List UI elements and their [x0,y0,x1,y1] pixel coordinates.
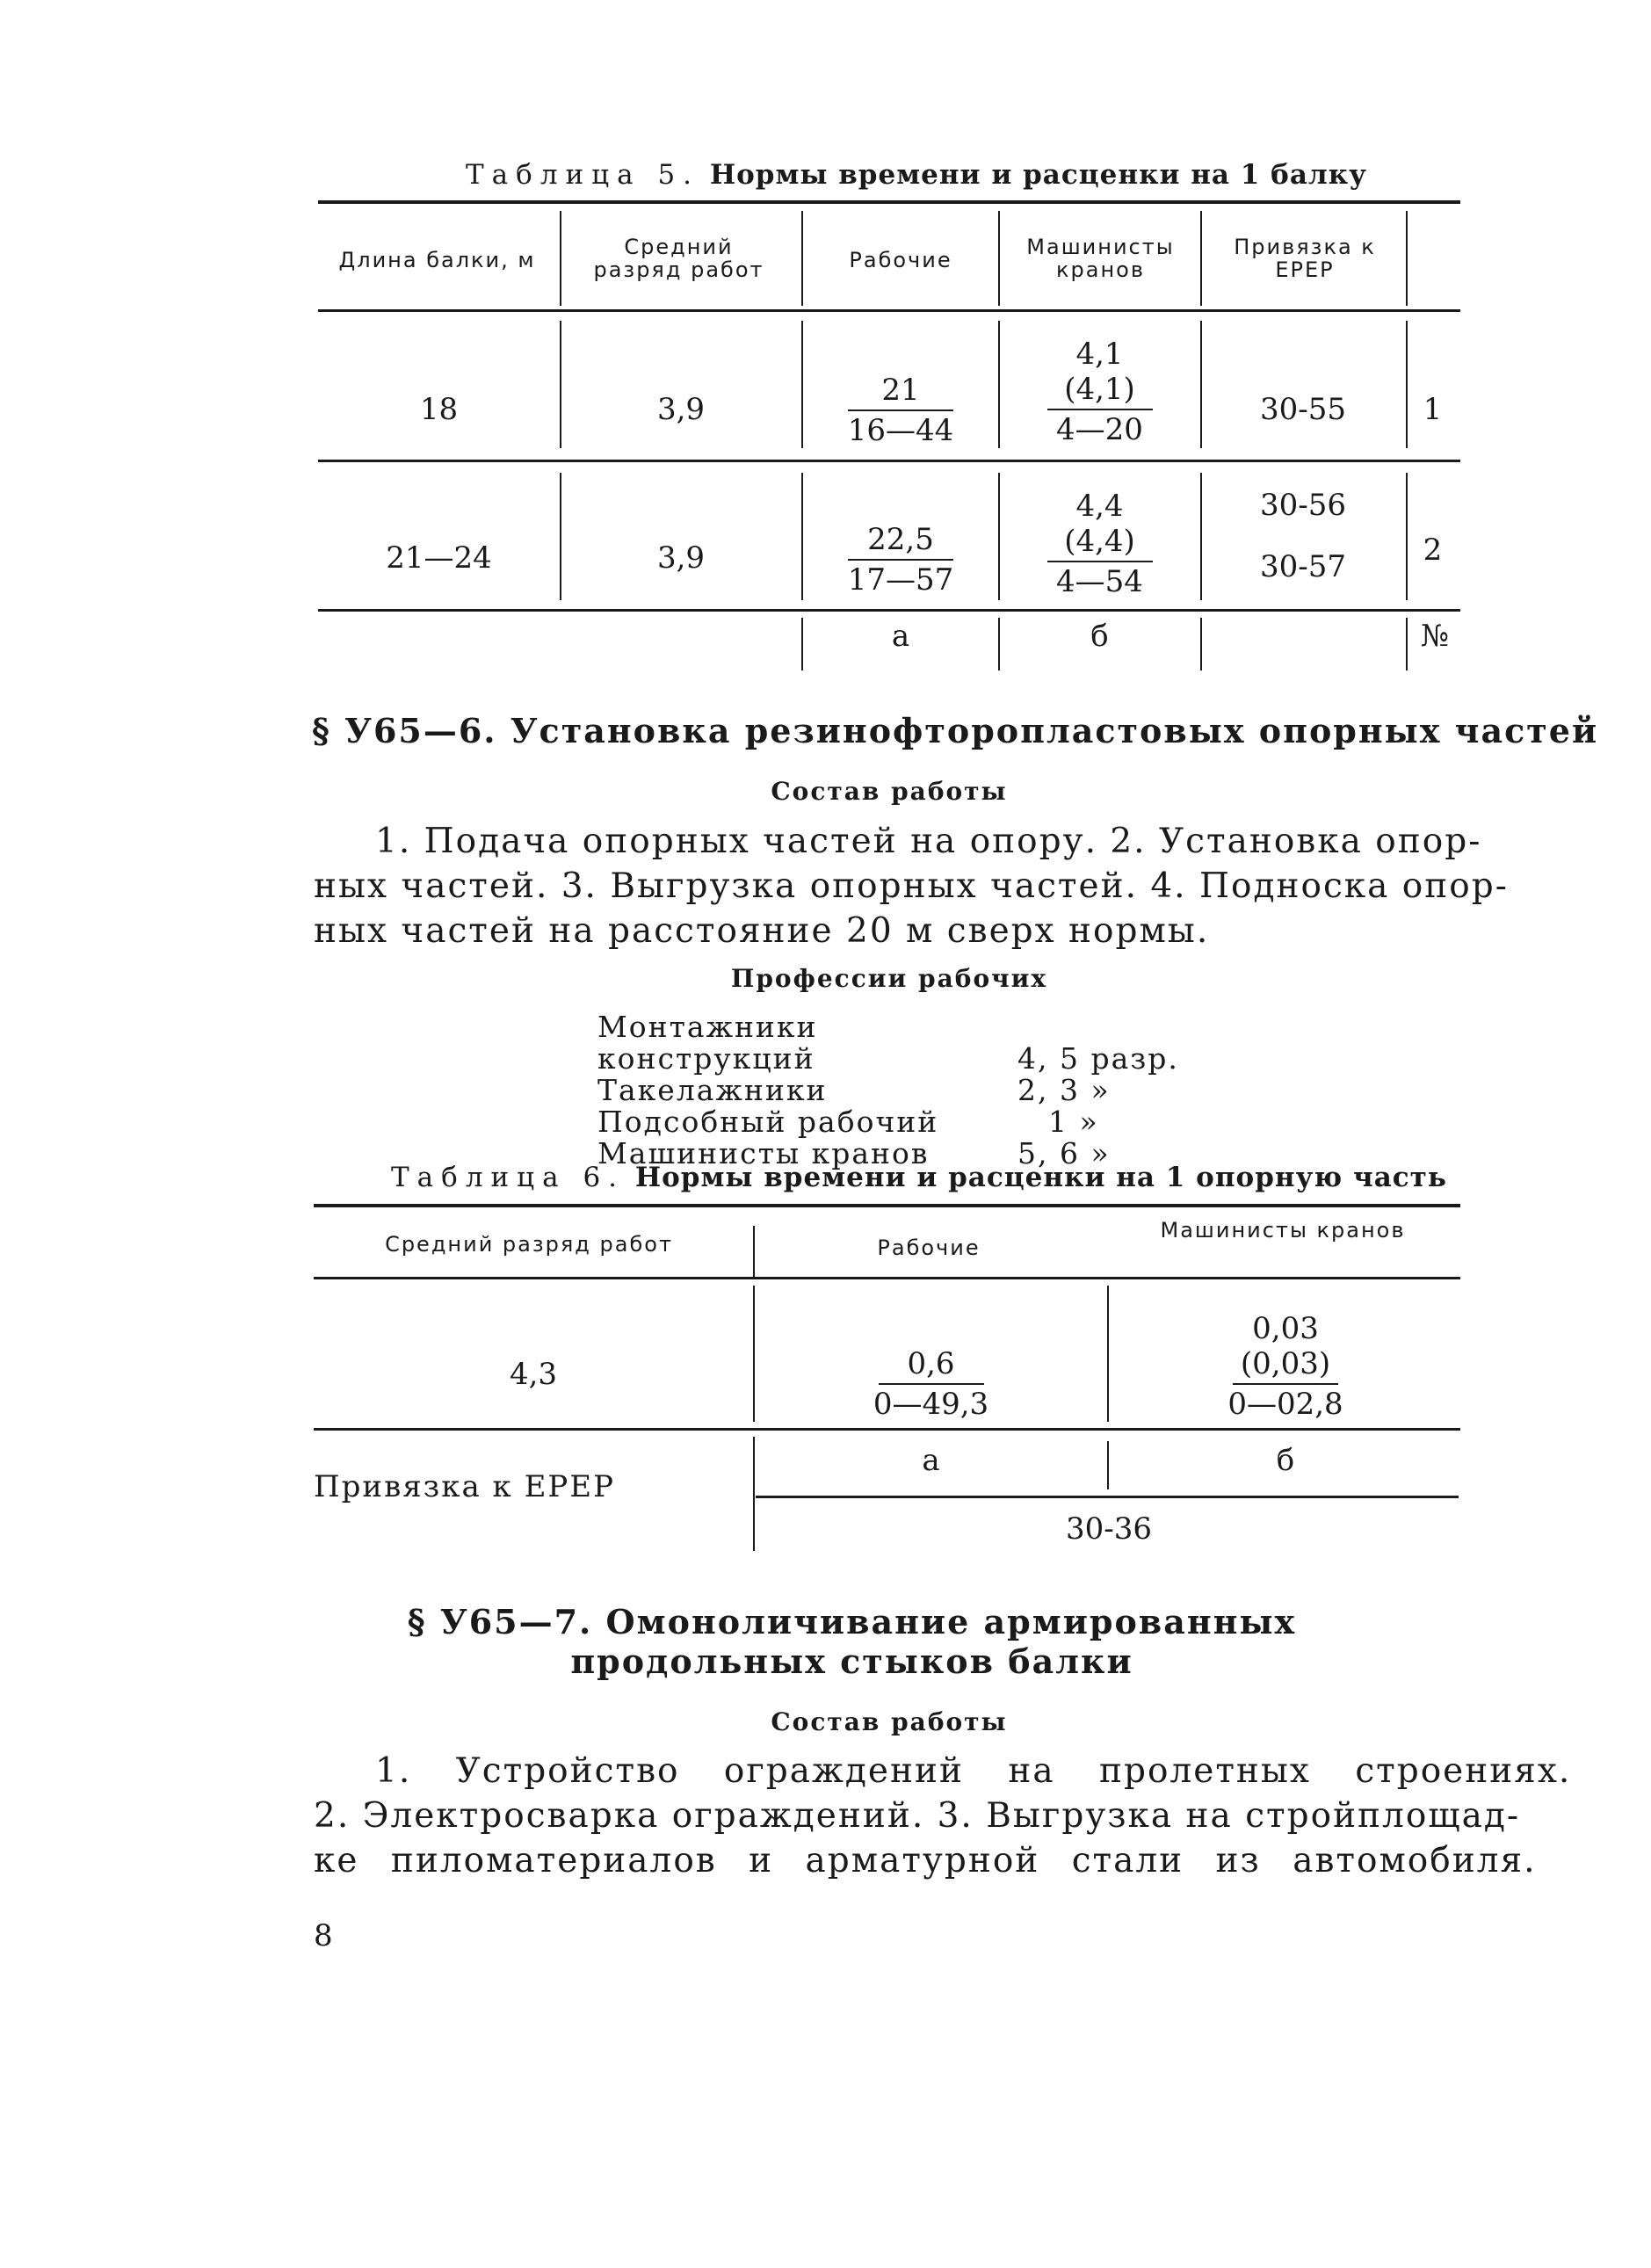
table5-row2-eper: 30-56 [1259,488,1346,523]
section7-title [314,1602,1460,1681]
section6-composition-line: ных частей. 3. Выгрузка опорных частей. 4. Подноска опор- [314,866,1509,906]
table5-row-divider [1200,473,1202,600]
table6-operators-value-paren: (0,03) [1240,1346,1331,1381]
table5-row1-eper: 30-55 [1259,392,1346,427]
profession-row [597,1075,1213,1106]
table5-row2-length: 21—24 [386,540,492,576]
table5-row-divider [1200,321,1202,448]
table6-grade: 4,3 [509,1357,558,1392]
table5-caption-lead: Таблица 5. [466,159,700,191]
section7-composition-title: Состав работы [771,1707,1008,1736]
table5-header-eper: Привязка к ЕРЕР [1234,235,1376,282]
table5-top-rule [318,200,1460,204]
table5-hdr-divider [998,211,1000,306]
fraction-bar [1047,409,1153,410]
profession-name: Монтажники конструкций [597,1010,818,1076]
profession-grade: 4, 5 разр. [1017,1041,1179,1076]
table5-row1-length: 18 [419,392,459,427]
table5-row-divider [998,321,1000,448]
section6-composition-line: 1. Подача опорных частей на опору. 2. Установка опор- [375,822,1482,861]
table6-workers-rate: 0—49,3 [873,1387,989,1422]
table5-row2-grade: 3,9 [656,540,706,576]
table5-row-divider [801,321,803,448]
profession-name: Подсобный рабочий [597,1105,939,1139]
table6-eper-label: Привязка к ЕРЕР [314,1469,615,1504]
table5-row2-workers-value: 22,5 [867,522,934,557]
table6-workers [757,1346,1104,1422]
fraction-bar [1047,561,1153,562]
table5-row1-workers [804,373,997,448]
table5-caption-text: Нормы времени и расценки на 1 балку [709,159,1368,191]
table5-row-divider [801,473,803,600]
table5-row2-operators [1001,489,1198,599]
table5-row1-operators [1001,337,1198,447]
table6-row-divider [753,1286,755,1422]
table5-row1-workers-rate: 16—44 [847,413,954,448]
section7-composition-line: 2. Электросварка ограждений. 3. Выгрузка на стройплощад- [314,1796,1521,1836]
table6-header-rule [314,1277,1460,1279]
table5-footer-number-sign: № [1420,619,1450,654]
table5-row2-workers [804,522,997,598]
fraction-bar [879,1383,984,1385]
section7-title-line: продольных стыков балки [570,1641,1133,1681]
table5-header-workers: Рабочие [849,248,952,272]
fraction-bar [1233,1383,1338,1385]
table5-row1-operators-value-paren: (4,1) [1064,372,1135,407]
table5-row2-number: 2 [1423,533,1443,568]
table5-row2-operators-value-paren: (4,4) [1064,524,1135,559]
table6-row-divider [1107,1286,1109,1422]
table5-hdr-divider [1406,211,1408,306]
table6-workers-value: 0,6 [907,1346,955,1381]
table6-hdr-divider [753,1226,755,1279]
table5-caption [466,159,1368,191]
table6-caption-text: Нормы времени и расценки на 1 опорную часть [634,1162,1447,1193]
table6-operators [1110,1311,1461,1422]
section6-professions-list [597,1011,1213,1170]
table5-row2-eper-2: 30-57 [1259,549,1346,584]
table6-operators-value: 0,03 [1252,1311,1319,1346]
table5-row1-grade: 3,9 [656,392,706,427]
table5-footer-a: а [891,619,910,654]
section6-composition-text [314,819,1509,953]
profession-row [597,1011,1213,1075]
table6-eper-rule [756,1496,1459,1498]
table5-row2-operators-value: 4,4 [1075,489,1124,524]
table5-row2-workers-rate: 17—57 [847,562,954,598]
table5-footer-b: б [1090,619,1109,654]
profession-grade: 2, 3 » [1017,1073,1111,1107]
table5-row-divider [1406,321,1408,448]
table5-hdr-divider [1200,211,1202,306]
fraction-bar [848,409,953,411]
table6-eper-divider [1107,1441,1109,1489]
table5-row-divider [560,473,561,600]
table5-row-divider [560,321,561,448]
profession-row [597,1106,1213,1138]
section6-title: § У65—6. Установка резинофторопластовых опорных частей [312,711,1599,750]
table5-row-divider [998,473,1000,600]
profession-grade: 5, 6 » [1017,1136,1111,1170]
table6-header-grade: Средний разряд работ [385,1232,673,1257]
table6-eper-value: 30-36 [1065,1511,1152,1547]
table5-header-length: Длина балки, м [338,248,536,272]
table5-row-rule [318,460,1460,462]
table6-caption [391,1162,1445,1193]
table6-eper-divider [753,1437,755,1551]
table6-header-operators: Машинисты кранов [1160,1218,1406,1243]
table5-bottom-rule [318,609,1460,612]
section7-composition-text [314,1749,1572,1883]
table5-hdr-divider [801,211,803,306]
section6-composition-line: ных частей на расстояние 20 м сверх нормы. [314,911,1210,951]
table5-row1-number: 1 [1423,392,1443,427]
section7-composition-line: ке пиломатериалов и арматурной стали из автомобиля. [314,1841,1537,1880]
table5-footer-divider [1200,618,1202,670]
table5-row-divider [1406,473,1408,600]
table5-header-rule [318,309,1460,312]
table6-column-a: а [922,1443,940,1478]
table5-footer-divider [1406,618,1408,670]
table5-row1-operators-value: 4,1 [1075,337,1124,372]
table5-header-operators: Машинисты кранов [1026,235,1175,282]
table5-row1-workers-value: 21 [881,373,920,408]
table5-row2-operators-rate: 4—54 [1056,564,1143,599]
table5-footer-divider [998,618,1000,670]
fraction-bar [848,559,953,561]
table5-row1-operators-rate: 4—20 [1056,412,1143,447]
profession-grade: 1 » [1048,1105,1099,1139]
profession-name: Машинисты кранов [597,1136,930,1170]
table6-header-workers: Рабочие [877,1235,981,1260]
table6-top-rule [314,1204,1460,1207]
section7-composition-line: 1. Устройство ограждений на пролетных строениях. [375,1751,1572,1791]
table5-header-grade: Средний разряд работ [593,235,764,282]
table5-footer-divider [801,618,803,670]
table6-column-b: б [1276,1443,1295,1478]
profession-name: Такелажники [597,1073,828,1107]
section7-title-line: § У65—7. Омоноличивание армированных [407,1602,1297,1641]
table6-caption-lead: Таблица 6. [391,1162,626,1193]
table6-row-rule [314,1428,1460,1431]
section6-composition-title: Состав работы [771,777,1008,806]
page-number: 8 [314,1918,333,1953]
table6-operators-rate: 0—02,8 [1227,1387,1343,1422]
table5-hdr-divider [560,211,561,306]
section6-professions-title: Профессии рабочих [730,964,1048,993]
